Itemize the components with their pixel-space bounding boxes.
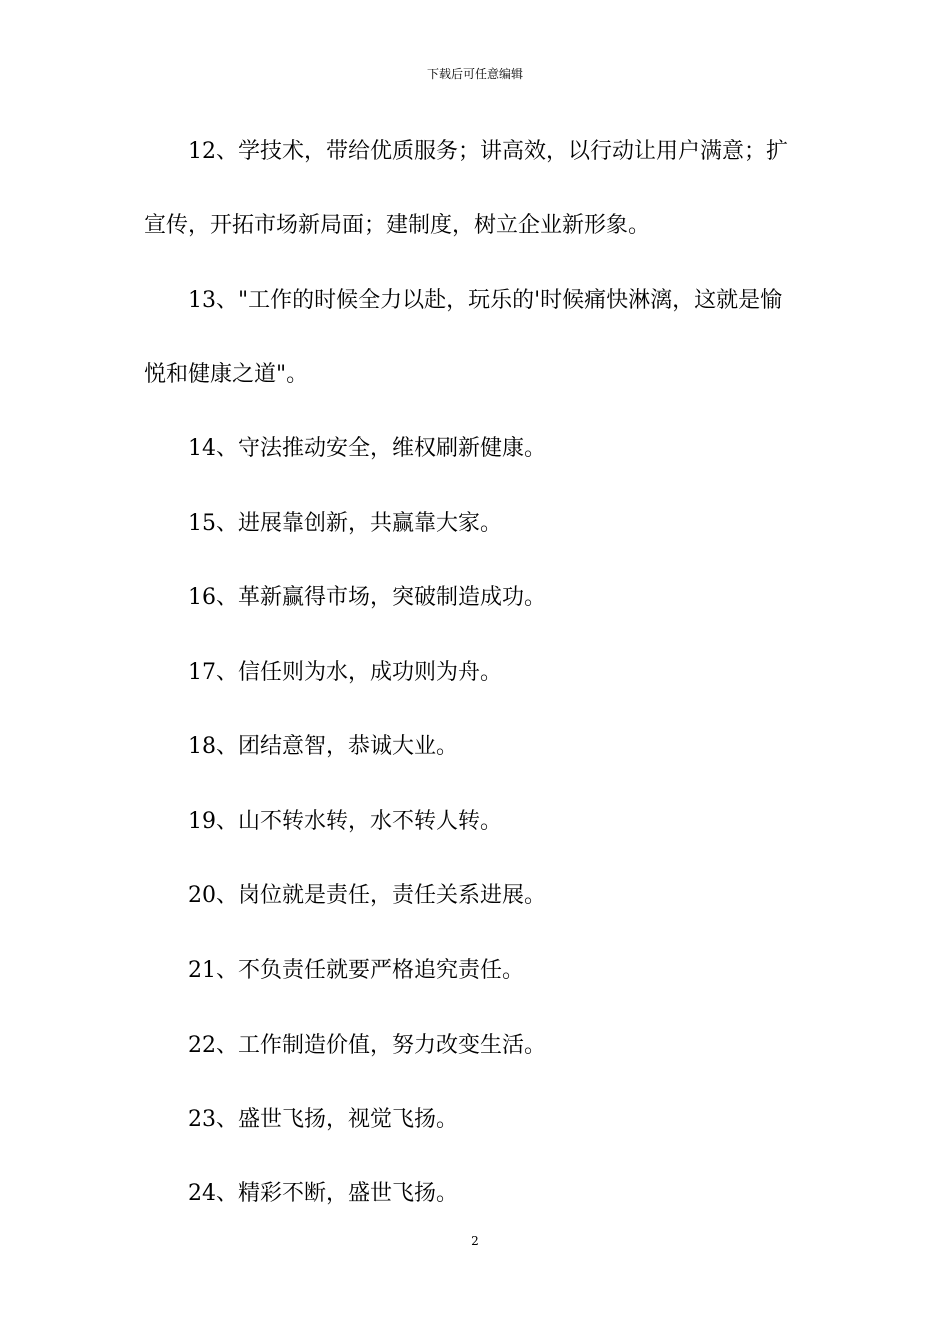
paragraph-line: 12、学技术，带给优质服务；讲高效，以行动让用户满意；扩 <box>188 139 788 164</box>
paragraph-line: 23、盛世飞扬，视觉飞扬。 <box>188 1107 458 1132</box>
paragraph-line: 19、山不转水转，水不转人转。 <box>188 809 502 834</box>
paragraph-line: 22、工作制造价值，努力改变生活。 <box>188 1033 546 1058</box>
paragraph-line: 16、革新赢得市场，突破制造成功。 <box>188 585 546 610</box>
paragraph-line: 18、团结意智，恭诚大业。 <box>188 734 458 759</box>
paragraph-line: 17、信任则为水，成功则为舟。 <box>188 660 502 685</box>
page-number: 2 <box>471 1234 479 1248</box>
paragraph-line: 20、岗位就是责任，责任关系进展。 <box>188 883 546 908</box>
paragraph-line: 15、进展靠创新，共赢靠大家。 <box>188 511 502 536</box>
paragraph-line: 悦和健康之道"。 <box>144 362 309 387</box>
paragraph-line: 13、"工作的时候全力以赴，玩乐的'时候痛快淋漓，这就是愉 <box>188 288 783 313</box>
page-header: 下载后可任意编辑 <box>426 67 523 81</box>
paragraph-line: 宣传，开拓市场新局面；建制度，树立企业新形象。 <box>144 213 651 238</box>
paragraph-line: 24、精彩不断，盛世飞扬。 <box>188 1181 458 1206</box>
paragraph-line: 14、守法推动安全，维权刷新健康。 <box>188 436 546 461</box>
paragraph-line: 21、不负责任就要严格追究责任。 <box>188 958 524 983</box>
